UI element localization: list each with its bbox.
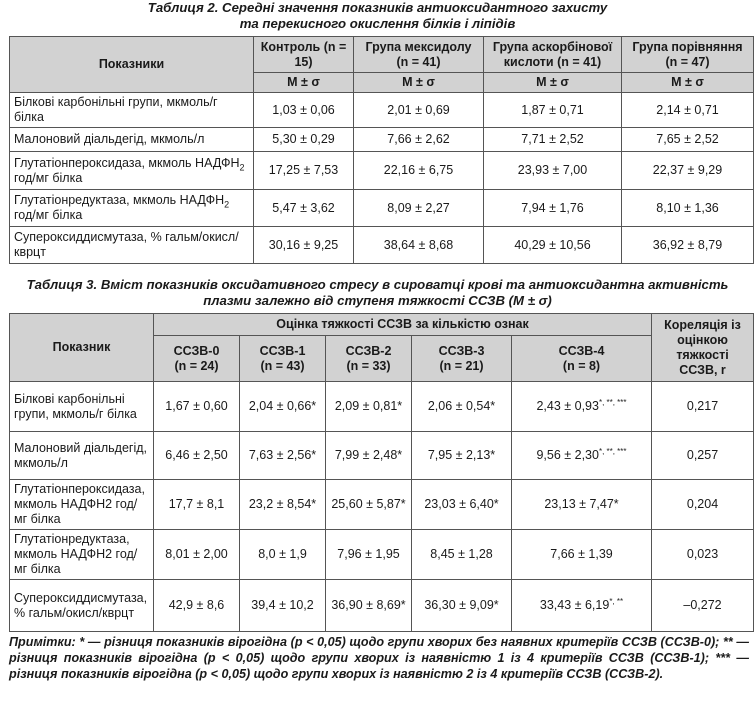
table-row	[10, 580, 754, 632]
table-cell: 5,47 ± 3,62	[254, 190, 354, 227]
table-cell: 33,43 ± 6,19*, **	[512, 580, 652, 632]
subscript: 2	[224, 199, 230, 210]
table-cell: 36,92 ± 8,79	[622, 227, 754, 264]
table-cell: 25,60 ± 5,87*	[326, 480, 412, 530]
table2-header-ascorbic: Група аскорбінової кислоти (n = 41)	[484, 37, 622, 73]
table-cell: 38,64 ± 8,68	[354, 227, 484, 264]
table-cell: 36,30 ± 9,09*	[412, 580, 512, 632]
table3-col-header: ССЗВ-0 (n = 24)	[154, 336, 240, 382]
table-cell: 7,63 ± 2,56*	[240, 432, 326, 480]
table-row	[10, 93, 754, 128]
row-label: Супероксиддисмутаза, % гальм/окисл/кврцт	[10, 227, 254, 264]
table-cell: 17,7 ± 8,1	[154, 480, 240, 530]
row-label-text: год/мг білка	[14, 170, 83, 185]
table2-title-line1: Таблиця 2. Середні значення показників антиоксидантного захисту	[147, 0, 608, 15]
table-cell: 2,09 ± 0,81*	[326, 382, 412, 432]
table-cell: 9,56 ± 2,30*, **, ***	[512, 432, 652, 480]
table-cell: 7,95 ± 2,13*	[412, 432, 512, 480]
table-cell: 17,25 ± 7,53	[254, 152, 354, 190]
table-cell: 8,45 ± 1,28	[412, 530, 512, 580]
table-cell: 7,94 ± 1,76	[484, 190, 622, 227]
table-cell: 2,04 ± 0,66*	[240, 382, 326, 432]
row-label-text: Глутатіонредуктаза, мкмоль НАДФН	[14, 193, 225, 207]
correlation-cell: 0,204	[652, 480, 754, 530]
table-cell: 8,0 ± 1,9	[240, 530, 326, 580]
row-label-text: год/мг білка	[14, 208, 83, 222]
table-cell: 8,01 ± 2,00	[154, 530, 240, 580]
table-row	[10, 480, 754, 530]
table-row	[10, 382, 754, 432]
table-notes: Примітки: * — різниця показників вірогідна (p < 0,05) щодо групи хворих без наявних критеріїв ССЗВ (ССЗВ-0); ** — різниця показників вірогідна (p < 0,05) щодо групи хворих із наявністю 1 із 4 критеріїв ССЗВ (ССЗВ-1); *** — різниця показників вірогідна (p < 0,05) щодо групи хворих із наявністю 2 із 4 критеріїв ССЗВ (ССЗВ-2).	[9, 635, 749, 681]
correlation-cell: 0,023	[652, 530, 754, 580]
table-cell: 7,99 ± 2,48*	[326, 432, 412, 480]
significance-marker: *, **	[609, 596, 624, 606]
table-cell: 1,67 ± 0,60	[154, 382, 240, 432]
table-cell: 2,14 ± 0,71	[622, 93, 754, 128]
table-row	[10, 128, 754, 152]
table-cell: 1,87 ± 0,71	[484, 93, 622, 128]
table2	[9, 36, 754, 264]
table3-col-header: ССЗВ-4 (n = 8)	[512, 336, 652, 382]
row-label: Глутатіонпероксидаза, мкмоль НАДФН2 год/мг білка	[10, 480, 154, 530]
table-cell: 23,03 ± 6,40*	[412, 480, 512, 530]
table2-stat-label: M ± σ	[622, 73, 754, 93]
row-label: Глутатіонредуктаза, мкмоль НАДФН2 год/мг білка	[10, 530, 154, 580]
table-cell: 1,03 ± 0,06	[254, 93, 354, 128]
table-cell: 22,16 ± 6,75	[354, 152, 484, 190]
table3-header-indicator: Показник	[10, 314, 154, 382]
table-cell: 2,43 ± 0,93*, **, ***	[512, 382, 652, 432]
table-cell: 7,66 ± 1,39	[512, 530, 652, 580]
table-cell: 23,2 ± 8,54*	[240, 480, 326, 530]
table-row	[10, 432, 754, 480]
row-label: Білкові карбонільні групи, мкмоль/г білка	[10, 382, 154, 432]
table2-stat-label: M ± σ	[254, 73, 354, 93]
table2-header-indicator: Показники	[10, 37, 254, 93]
table3-title	[0, 277, 755, 309]
correlation-cell: 0,257	[652, 432, 754, 480]
table3-header-correlation: Кореляція із оцінкою тяжкості ССЗВ, r	[652, 314, 754, 382]
table-row	[10, 190, 754, 227]
table-cell: 39,4 ± 10,2	[240, 580, 326, 632]
significance-marker: *, **, ***	[598, 446, 627, 456]
table2-stat-label: M ± σ	[354, 73, 484, 93]
table2-stat-label: M ± σ	[484, 73, 622, 93]
table-cell: 7,65 ± 2,52	[622, 128, 754, 152]
correlation-cell: –0,272	[652, 580, 754, 632]
table3	[9, 313, 754, 632]
subscript: 2	[239, 162, 245, 172]
table-cell: 8,09 ± 2,27	[354, 190, 484, 227]
table-cell: 30,16 ± 9,25	[254, 227, 354, 264]
table-cell: 2,01 ± 0,69	[354, 93, 484, 128]
row-label: Супероксиддисмутаза, % гальм/окисл/кврцт	[10, 580, 154, 632]
table-cell: 22,37 ± 9,29	[622, 152, 754, 190]
table2-title	[0, 0, 755, 32]
table-cell: 2,06 ± 0,54*	[412, 382, 512, 432]
table-cell: 7,66 ± 2,62	[354, 128, 484, 152]
table2-header-comparison: Група порівняння (n = 47)	[622, 37, 754, 73]
row-label: Малоновий діальдегід, мкмоль/л	[10, 128, 254, 152]
table3-col-header: ССЗВ-2 (n = 33)	[326, 336, 412, 382]
table-row	[10, 227, 754, 264]
table2-header-mexidol: Група мексидолу (n = 41)	[354, 37, 484, 73]
table3-col-header: ССЗВ-1 (n = 43)	[240, 336, 326, 382]
row-label: Білкові карбонільні групи, мкмоль/г білка	[10, 93, 254, 128]
table-cell: 5,30 ± 0,29	[254, 128, 354, 152]
row-label-text: Глутатіонпероксидаза, мкмоль НАДФН	[14, 155, 240, 170]
table-cell: 7,71 ± 2,52	[484, 128, 622, 152]
table-cell: 36,90 ± 8,69*	[326, 580, 412, 632]
table-cell: 23,13 ± 7,47*	[512, 480, 652, 530]
table3-header-group: Оцінка тяжкості ССЗВ за кількістю ознак	[154, 314, 652, 336]
table3-title-line2: плазми залежно від ступеня тяжкості ССЗВ (M ± σ)	[203, 293, 552, 308]
row-label: Малоновий діальдегід, мкмоль/л	[10, 432, 154, 480]
row-label	[10, 190, 254, 227]
correlation-cell: 0,217	[652, 382, 754, 432]
significance-marker: *, **, ***	[598, 397, 627, 407]
row-label	[10, 152, 254, 190]
table-cell: 6,46 ± 2,50	[154, 432, 240, 480]
table-cell: 8,10 ± 1,36	[622, 190, 754, 227]
table-row	[10, 152, 754, 190]
table3-body	[10, 382, 754, 632]
table3-col-header: ССЗВ-3 (n = 21)	[412, 336, 512, 382]
table2-title-line2: та перекисного окислення білків і ліпідів	[239, 16, 516, 31]
table2-header-control: Контроль (n = 15)	[254, 37, 354, 73]
table3-title-line1: Таблиця 3. Вміст показників оксидативного стресу в сироватці крові та антиоксидантна активність	[26, 277, 729, 292]
table-cell: 40,29 ± 10,56	[484, 227, 622, 264]
table-cell: 23,93 ± 7,00	[484, 152, 622, 190]
table-cell: 42,9 ± 8,6	[154, 580, 240, 632]
table-cell: 7,96 ± 1,95	[326, 530, 412, 580]
table-row	[10, 530, 754, 580]
